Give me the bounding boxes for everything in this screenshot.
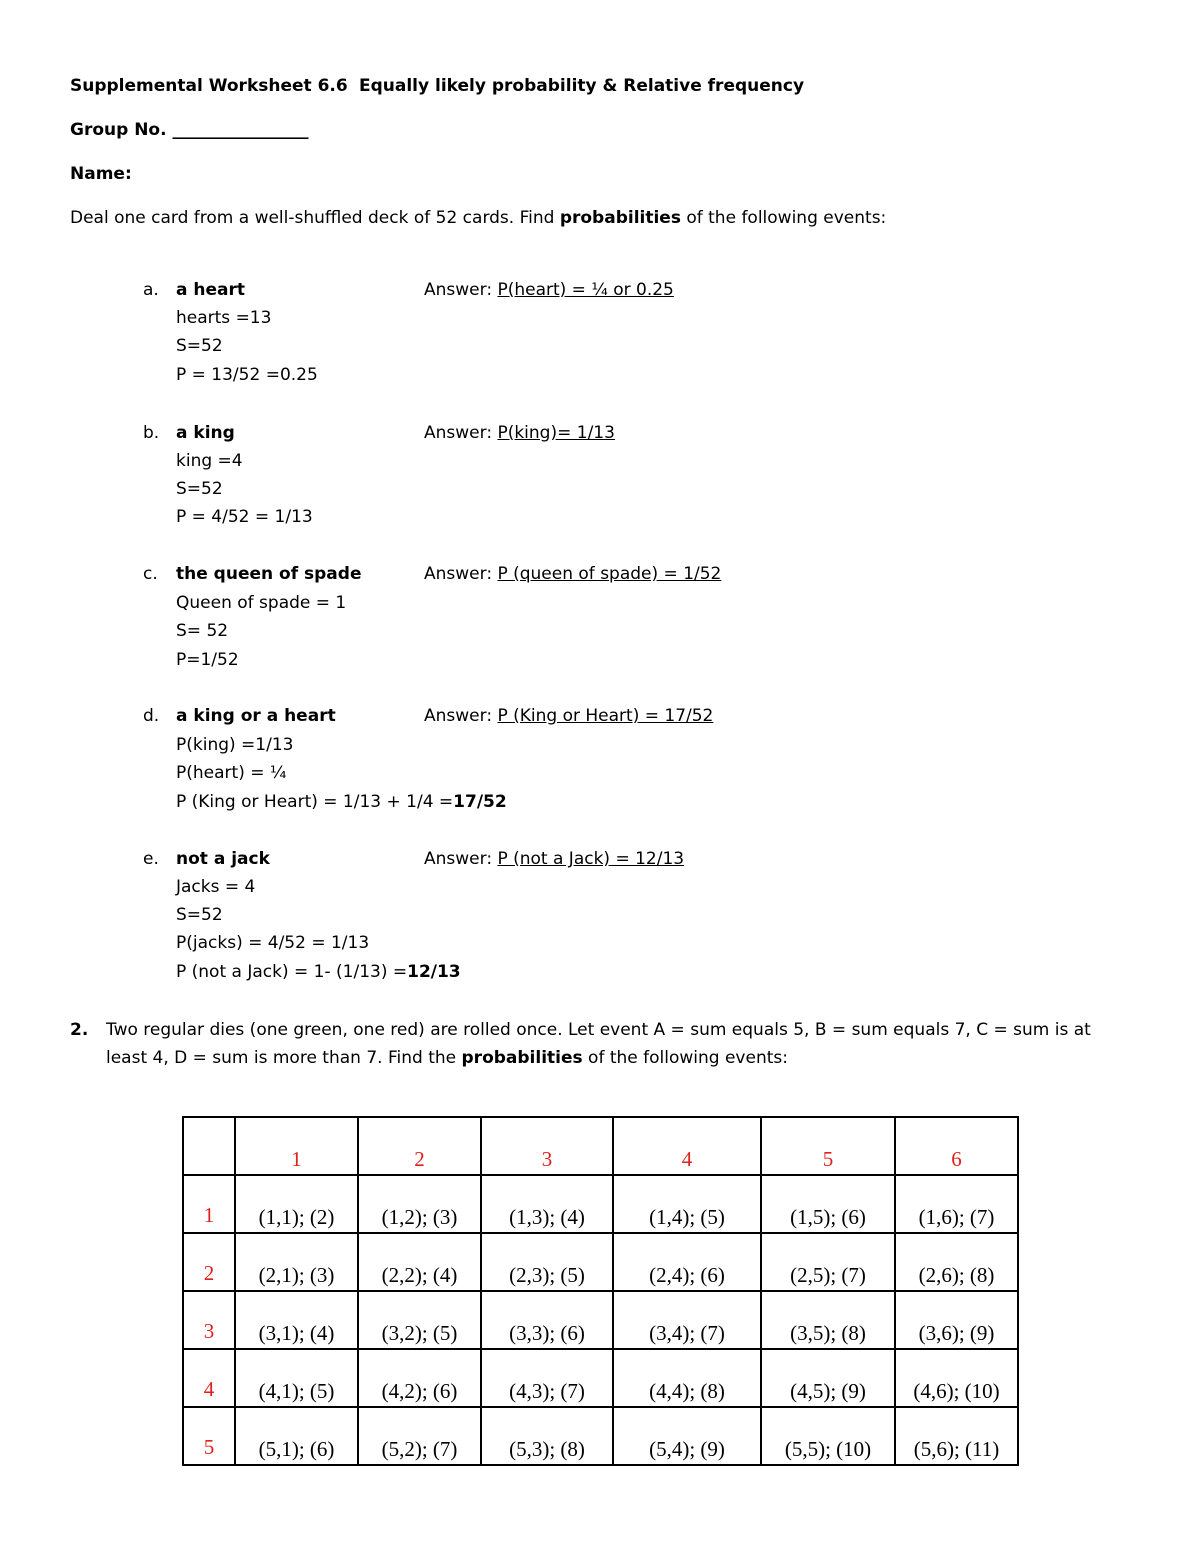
work-line: P=1/52: [176, 650, 239, 670]
q1-intro-bold: probabilities: [559, 208, 681, 228]
table-cell: (4,6); (10): [895, 1349, 1018, 1407]
corner-cell: [183, 1117, 235, 1175]
table-cell: (5,4); (9): [613, 1407, 761, 1465]
table-cell: (3,5); (8): [761, 1291, 895, 1349]
q2-tail: of the following events:: [582, 1048, 788, 1068]
q1-intro-tail: of the following events:: [680, 208, 887, 228]
table-cell: (3,1); (4): [235, 1291, 358, 1349]
q1-intro: [70, 208, 886, 228]
answer-value: P(heart) = ¼ or 0.25: [497, 280, 674, 300]
answer-value: P(king)= 1/13: [497, 423, 615, 443]
table-row: [183, 1175, 1018, 1233]
column-header: 5: [761, 1117, 895, 1175]
answer-value: P (queen of spade) = 1/52: [497, 564, 722, 584]
work-line: Jacks = 4: [176, 877, 256, 897]
q1-intro-text: Deal one card from a well-shuffled deck of 52 cards. Find: [70, 208, 560, 228]
work-line: P(king) =1/13: [176, 735, 294, 755]
row-header: 2: [183, 1233, 235, 1291]
work-line: king =4: [176, 451, 243, 471]
item-letter: b.: [143, 423, 160, 443]
q2-text: least 4, D = sum is more than 7. Find the: [106, 1048, 462, 1068]
table-cell: (1,4); (5): [613, 1175, 761, 1233]
work-result: 17/52: [453, 792, 507, 812]
table-cell: (5,1); (6): [235, 1407, 358, 1465]
table-cell: (5,5); (10): [761, 1407, 895, 1465]
table-header-row: [183, 1117, 1018, 1175]
table-cell: (2,6); (8): [895, 1233, 1018, 1291]
table-cell: (3,3); (6): [481, 1291, 613, 1349]
work-line: P = 4/52 = 1/13: [176, 507, 313, 527]
item-answer: [424, 280, 674, 300]
work-line: P = 13/52 =0.25: [176, 365, 318, 385]
item-answer: [424, 564, 721, 584]
column-header: 2: [358, 1117, 481, 1175]
table-cell: (1,5); (6): [761, 1175, 895, 1233]
answer-label: Answer:: [424, 564, 498, 584]
answer-label: Answer:: [424, 280, 498, 300]
answer-label: Answer:: [424, 706, 498, 726]
item-question: a king: [176, 423, 235, 443]
table-cell: (4,2); (6): [358, 1349, 481, 1407]
row-header: 1: [183, 1175, 235, 1233]
table-cell: (4,4); (8): [613, 1349, 761, 1407]
table-row: [183, 1407, 1018, 1465]
table-cell: (5,3); (8): [481, 1407, 613, 1465]
work-line: S=52: [176, 336, 223, 356]
q2-bold: probabilities: [461, 1048, 583, 1068]
item-answer: [424, 849, 684, 869]
item-answer: [424, 706, 713, 726]
q2-number: 2.: [70, 1020, 89, 1040]
row-header: 5: [183, 1407, 235, 1465]
table-row: [183, 1233, 1018, 1291]
table-cell: (2,4); (6): [613, 1233, 761, 1291]
item-letter: c.: [143, 564, 158, 584]
table-cell: (3,2); (5): [358, 1291, 481, 1349]
table-cell: (2,3); (5): [481, 1233, 613, 1291]
item-letter: e.: [143, 849, 159, 869]
item-question: not a jack: [176, 849, 270, 869]
item-letter: a.: [143, 280, 159, 300]
name-field[interactable]: Name:: [70, 164, 132, 184]
column-header: 6: [895, 1117, 1018, 1175]
work-text: P (not a Jack) = 1- (1/13) =: [176, 962, 408, 982]
column-header: 4: [613, 1117, 761, 1175]
item-question: a heart: [176, 280, 246, 300]
table-cell: (2,1); (3): [235, 1233, 358, 1291]
work-line: [176, 792, 507, 812]
table-cell: (1,2); (3): [358, 1175, 481, 1233]
item-answer: [424, 423, 615, 443]
dice-outcome-table: [182, 1116, 1019, 1466]
answer-label: Answer:: [424, 423, 498, 443]
table-cell: (4,5); (9): [761, 1349, 895, 1407]
item-question: a king or a heart: [176, 706, 336, 726]
row-header: 3: [183, 1291, 235, 1349]
table-cell: (1,1); (2): [235, 1175, 358, 1233]
column-header: 3: [481, 1117, 613, 1175]
table-cell: (4,3); (7): [481, 1349, 613, 1407]
table-cell: (2,5); (7): [761, 1233, 895, 1291]
item-question: the queen of spade: [176, 564, 362, 584]
table-row: [183, 1291, 1018, 1349]
work-line: S=52: [176, 479, 223, 499]
q2-text-line2: [106, 1048, 788, 1068]
table-cell: (2,2); (4): [358, 1233, 481, 1291]
group-number-field[interactable]: Group No. ________________: [70, 120, 309, 140]
item-letter: d.: [143, 706, 160, 726]
table-cell: (1,6); (7): [895, 1175, 1018, 1233]
work-line: S= 52: [176, 621, 229, 641]
column-header: 1: [235, 1117, 358, 1175]
work-result: 12/13: [407, 962, 461, 982]
table-cell: (3,6); (9): [895, 1291, 1018, 1349]
answer-value: P (not a Jack) = 12/13: [497, 849, 685, 869]
row-header: 4: [183, 1349, 235, 1407]
work-line: Queen of spade = 1: [176, 593, 347, 613]
table-row: [183, 1349, 1018, 1407]
worksheet-subtitle: Equally likely probability & Relative frequency: [359, 76, 805, 96]
table-cell: (5,2); (7): [358, 1407, 481, 1465]
work-text: P (King or Heart) = 1/13 + 1/4 =: [176, 792, 454, 812]
work-line: P(jacks) = 4/52 = 1/13: [176, 933, 370, 953]
work-line: hearts =13: [176, 308, 272, 328]
table-cell: (3,4); (7): [613, 1291, 761, 1349]
table-cell: (4,1); (5): [235, 1349, 358, 1407]
q2-text-line1: Two regular dies (one green, one red) are rolled once. Let event A = sum equals 5, B = sum equals 7, C = sum is at: [106, 1020, 1091, 1040]
work-line: S=52: [176, 905, 223, 925]
table-cell: (1,3); (4): [481, 1175, 613, 1233]
table-cell: (5,6); (11): [895, 1407, 1018, 1465]
worksheet-title: Supplemental Worksheet 6.6: [70, 76, 348, 96]
answer-label: Answer:: [424, 849, 498, 869]
answer-value: P (King or Heart) = 17/52: [497, 706, 714, 726]
work-line: P(heart) = ¼: [176, 763, 287, 783]
work-line: [176, 962, 461, 982]
